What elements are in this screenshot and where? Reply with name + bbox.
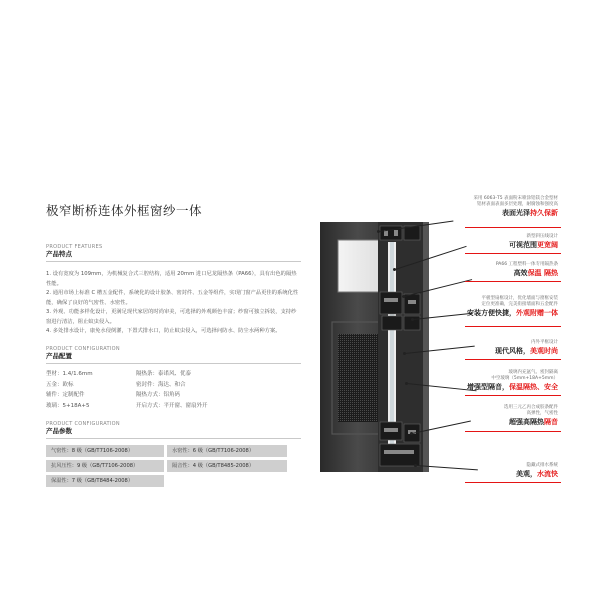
params-grid xyxy=(46,445,301,487)
config-table xyxy=(46,369,301,409)
param-watertightness: 水密性：6 级（GB/T7106-2008） xyxy=(167,445,287,457)
features-heading-en: PRODUCT FEATURES xyxy=(46,244,103,250)
callout-installation: 平板型扇框设计，优化墙面与窗框安装 定位更准确，完美衔接墙面和五金配件 安装方便快捷，外观附赠一体 xyxy=(467,296,558,317)
params-section xyxy=(46,421,301,487)
callout-underline xyxy=(465,253,561,254)
feature-item: 4. 多处排水设计，康免水侵倒灌，下置式排水口，防止蚊虫侵入，可选择问防水、防尘水两种方案。 xyxy=(46,328,281,334)
features-heading: 产品特点 xyxy=(46,250,72,258)
config-cell: 五金：欧标 xyxy=(46,381,74,388)
config-heading: 产品配置 xyxy=(46,352,72,360)
callout-view-range: 新型斜压线设计 可视范围更宽阔 xyxy=(509,234,558,249)
callout-thermal-strip: PA66 工程塑料一体专用隔热条 高效保温 隔热 xyxy=(495,262,558,277)
param-wind-pressure: 抗风压性：9 级（GB/T7106-2008） xyxy=(46,460,164,472)
section-divider xyxy=(46,438,301,439)
callout-glass: 玻璃内充氩气、密封隔离 中空玻璃（5mm+18A+5mm） 增强型隔音，保温隔热、安全 xyxy=(467,370,558,391)
config-cell: 密封件：海达、和合 xyxy=(136,381,186,388)
callout-underline xyxy=(465,359,561,360)
config-cell: 型材：1.4/1.6mm xyxy=(46,371,93,377)
param-sound-insulation: 隔音性：4 级（GB/T8485-2008） xyxy=(167,460,287,472)
config-heading-en: PRODUCT CONFIGURATION xyxy=(46,346,120,352)
config-section xyxy=(46,346,301,409)
section-divider xyxy=(46,363,301,364)
feature-item: 2. 通用市场上标准 C 槽五金配件，系统化的设计胶条、密封件、五金等组件，实现门窗产品更佳的系统化性能，确保了良好的气密性、水密性。 xyxy=(46,290,299,306)
callout-seal: 选用三元乙丙合成胶条配件 高弹性，气密性 超强高隔热隔音 xyxy=(504,405,558,426)
callout-underline xyxy=(465,431,561,432)
param-airtightness: 气密性：8 级（GB/T7106-2008） xyxy=(46,445,164,457)
callout-underline xyxy=(465,281,561,282)
config-cell: 辅件：定制配件 xyxy=(46,392,85,398)
callout-surface: 采用 6063-T5 表面粉末喷涂铝镁合金型材 铝材表面表面多层处理，耐腐蚀和强度高 表面光泽持久保新 xyxy=(473,196,558,217)
params-heading-en: PRODUCT CONFIGURATION xyxy=(46,421,120,427)
callout-underline xyxy=(465,395,561,396)
callout-drainage: 隐藏式排水系统 美观，水流快 xyxy=(516,463,558,478)
callout-underline xyxy=(465,227,561,228)
config-cell: 玻璃：5+18A+5 xyxy=(46,402,90,409)
params-heading: 产品参数 xyxy=(46,427,72,435)
callout-underline xyxy=(465,482,561,483)
param-thermal-insulation: 保温性：7 级（GB/T8484-2008） xyxy=(46,475,164,487)
feature-item: 1. 设有宽度为 109mm，为机械复合式三腔结构，适用 20mm 进口尼龙隔热条（PA66），具有出色的隔热性能。 xyxy=(46,271,297,287)
config-cell: 隔热方式：铝角码 xyxy=(136,392,181,398)
window-section-illustration xyxy=(320,222,465,472)
config-cell: 隔热条：泰诺风、优泰 xyxy=(136,371,192,377)
page-title: 极窄断桥连体外框窗纱一体 xyxy=(46,203,203,218)
features-section xyxy=(46,244,301,337)
callout-underline xyxy=(465,326,561,327)
config-cell: 开启方式：平开窗、窗扇外开 xyxy=(136,402,208,409)
section-divider xyxy=(46,261,301,262)
callout-modern-style: 内外平框设计 现代风格，美观时尚 xyxy=(495,340,558,355)
feature-item: 3. 外观、功能多样化设计，更满足现代家居的时尚审美，可选择的外观颜色丰富；纱窗可独立拆装，支持纱窗进行清洁，阻止蚊虫侵入。 xyxy=(46,309,297,325)
features-list xyxy=(46,270,301,337)
